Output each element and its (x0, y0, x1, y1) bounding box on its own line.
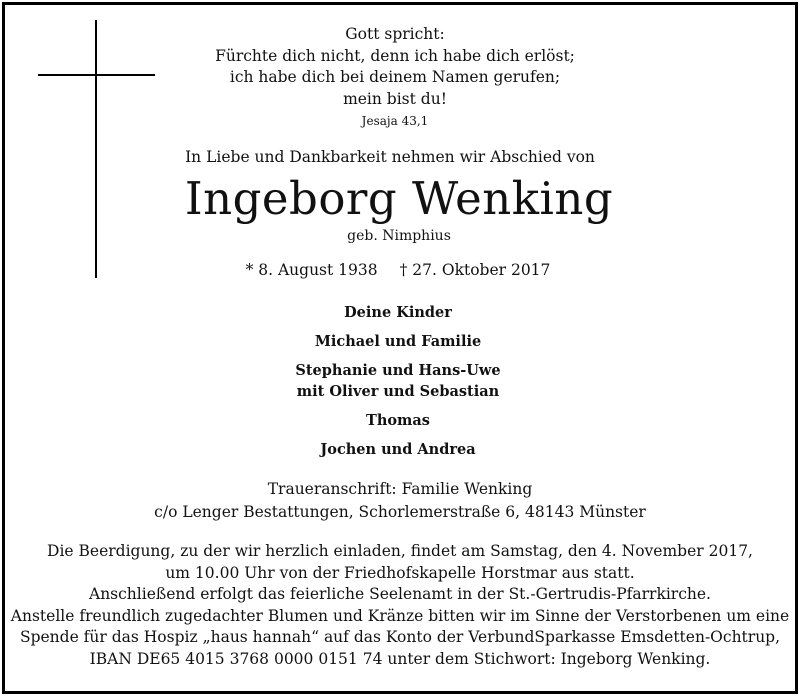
mourning-address (0, 478, 800, 524)
funeral-details (0, 541, 800, 670)
birth-date: * 8. August 1938 (245, 261, 378, 279)
funeral-line: Anstelle freundlich zugedachter Blumen und Kränze bitten wir im Sinne der Verstorbenen um eine (10, 606, 790, 625)
mourner-line: Jochen und Andrea (320, 441, 476, 458)
funeral-line: Die Beerdigung, zu der wir herzlich einladen, findet am Samstag, den 4. November 2017, (47, 542, 753, 560)
verse-source: Jesaja 43,1 (361, 114, 429, 128)
mourner-line: Michael und Familie (314, 333, 482, 350)
bible-verse (0, 24, 790, 129)
verse-line: Gott spricht: (345, 25, 445, 43)
intro-text: In Liebe und Dankbarkeit nehmen wir Abschied von (185, 148, 595, 166)
address-line: Traueranschrift: Familie Wenking (267, 480, 533, 498)
life-dates (0, 261, 798, 279)
mourner-line: mit Oliver und Sebastian (296, 383, 500, 400)
verse-line: mein bist du! (343, 89, 447, 108)
mourner-line: Thomas (366, 412, 430, 429)
funeral-line: um 10.00 Uhr von der Friedhofskapelle Horstmar aus statt. (165, 563, 635, 582)
mourners-list (0, 302, 798, 460)
funeral-line: IBAN DE65 4015 3768 0000 0151 74 unter dem Stichwort: Ingeborg Wenking. (89, 649, 711, 668)
deceased-name: Ingeborg Wenking (184, 172, 614, 225)
address-line: c/o Lenger Bestattungen, Schorlemerstraße 6, 48143 Münster (154, 503, 646, 521)
funeral-line: Anschließend erfolgt das feierliche Seelenamt in der St.-Gertrudis-Pfarrkirche. (89, 585, 711, 603)
death-date: † 27. Oktober 2017 (399, 261, 551, 279)
mourner-line: Deine Kinder (344, 304, 452, 321)
funeral-line: Spende für das Hospiz „haus hannah“ auf das Konto der VerbundSparkasse Emsdetten-Ochtrup, (19, 628, 781, 646)
verse-line: Fürchte dich nicht, denn ich habe dich erlöst; (215, 46, 575, 65)
mourner-line: Stephanie und Hans-Uwe (295, 362, 501, 379)
verse-line: ich habe dich bei deinem Namen gerufen; (229, 68, 561, 86)
birth-name: geb. Nimphius (347, 228, 451, 244)
